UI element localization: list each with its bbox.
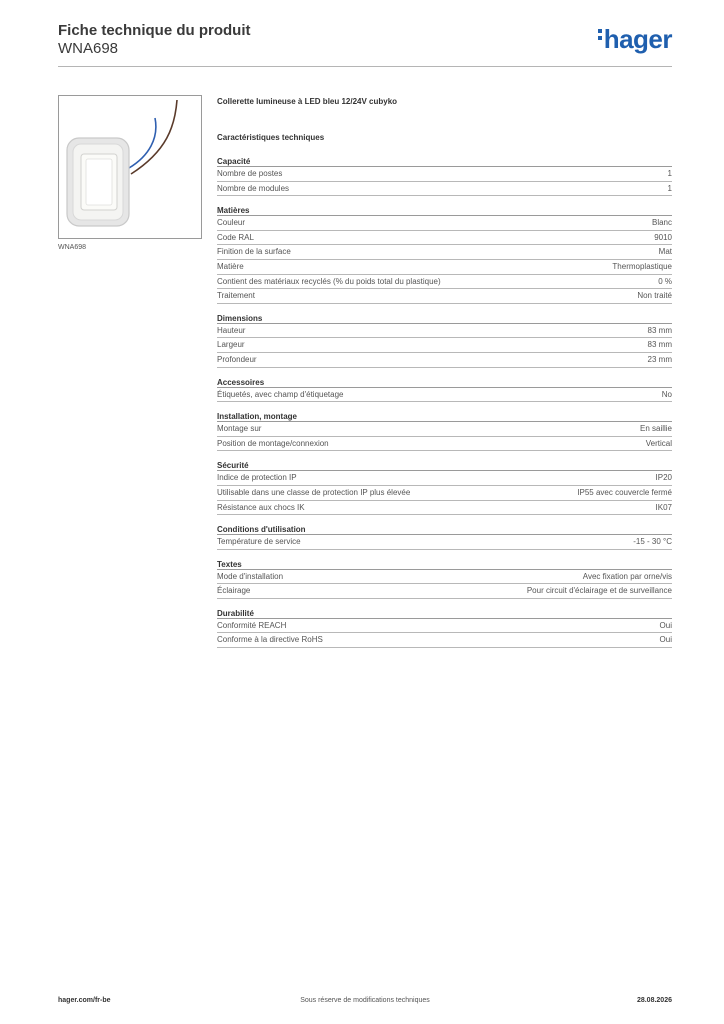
spec-label: Nombre de modules — [217, 183, 290, 193]
spec-label: Couleur — [217, 218, 246, 228]
spec-row — [217, 289, 672, 304]
spec-row — [217, 422, 672, 437]
spec-row — [217, 486, 672, 501]
spec-value: IP55 avec couvercle fermé — [577, 487, 672, 497]
spec-row — [217, 633, 672, 648]
section-title: Sécurité — [217, 460, 672, 471]
spec-value: Blanc — [651, 218, 672, 228]
logo-text: hager — [603, 24, 672, 54]
spec-label: Hauteur — [217, 325, 246, 335]
spec-label: Éclairage — [217, 586, 251, 596]
spec-label: Température de service — [217, 537, 301, 547]
spec-row — [217, 619, 672, 634]
spec-value: Vertical — [645, 438, 672, 448]
spec-label: Utilisable dans une classe de protection IP plus élevée — [217, 487, 411, 497]
spec-section — [217, 205, 672, 304]
logo-dots-icon — [598, 29, 602, 43]
spec-value: IP20 — [655, 473, 672, 483]
image-caption: WNA698 — [58, 244, 87, 251]
spec-section — [217, 313, 672, 368]
header-divider — [58, 66, 672, 67]
spec-section — [217, 460, 672, 515]
spec-value: IK07 — [655, 502, 672, 512]
spec-row — [217, 245, 672, 260]
spec-section — [217, 524, 672, 550]
spec-row — [217, 338, 672, 353]
product-name: Collerette lumineuse à LED bleu 12/24V cubyko — [217, 97, 398, 106]
spec-value: Pour circuit d'éclairage et de surveillance — [526, 586, 672, 596]
spec-value: En saillie — [639, 424, 672, 434]
spec-label: Profondeur — [217, 354, 257, 364]
spec-label: Contient des matériaux recyclés (% du poids total du plastique) — [217, 276, 441, 286]
spec-label: Nombre de postes — [217, 169, 283, 178]
technical-characteristics-heading: Caractéristiques techniques — [217, 133, 325, 142]
spec-value: 83 mm — [647, 340, 672, 350]
footer-date: 28.08.2026 — [636, 997, 672, 1004]
spec-section — [217, 608, 672, 648]
section-title: Textes — [217, 559, 672, 570]
spec-value: Oui — [659, 620, 672, 630]
spec-section — [217, 377, 672, 403]
spec-label: Code RAL — [217, 232, 254, 242]
spec-label: Résistance aux chocs IK — [217, 502, 305, 512]
spec-value: 83 mm — [647, 325, 672, 335]
spec-value: -15 - 30 °C — [633, 537, 672, 547]
spec-row — [217, 353, 672, 368]
spec-label: Conformité REACH — [217, 620, 287, 630]
footer-note: Sous réserve de modifications techniques — [300, 997, 430, 1004]
spec-row — [217, 231, 672, 246]
spec-value: 1 — [667, 183, 672, 193]
spec-row — [217, 260, 672, 275]
spec-row — [217, 471, 672, 486]
spec-label: Traitement — [217, 291, 255, 301]
section-title: Conditions d'utilisation — [217, 524, 672, 535]
spec-content — [217, 97, 672, 657]
spec-row — [217, 216, 672, 231]
product-reference: WNA698 — [58, 40, 119, 57]
product-image — [58, 95, 202, 239]
spec-row — [217, 388, 672, 403]
spec-value: 9010 — [654, 232, 672, 242]
spec-label: Montage sur — [217, 424, 262, 434]
spec-row — [217, 584, 672, 599]
spec-label: Matière — [217, 261, 244, 271]
page-footer — [58, 997, 672, 1009]
spec-row — [217, 167, 672, 182]
spec-row — [217, 182, 672, 197]
spec-value: No — [661, 389, 672, 399]
spec-row — [217, 570, 672, 585]
spec-value: 0 % — [658, 276, 672, 286]
spec-label: Largeur — [217, 340, 245, 350]
spec-value: Thermoplastique — [612, 261, 672, 271]
section-title: Accessoires — [217, 377, 672, 388]
spec-label: Étiquetés, avec champ d'étiquetage — [217, 389, 344, 399]
spec-value: 1 — [667, 169, 672, 178]
section-title: Capacité — [217, 156, 672, 167]
spec-label: Mode d'installation — [217, 571, 284, 581]
section-title: Dimensions — [217, 313, 672, 324]
spec-value: Avec fixation par orne/vis — [582, 571, 672, 581]
spec-label: Position de montage/connexion — [217, 438, 329, 448]
section-title: Durabilité — [217, 608, 672, 619]
spec-row — [217, 437, 672, 452]
spec-label: Conforme à la directive RoHS — [217, 635, 323, 645]
spec-value: Mat — [658, 247, 672, 257]
spec-section — [217, 411, 672, 451]
collar-product-illustration — [59, 96, 201, 238]
footer-website-link[interactable]: hager.com/fr-be — [58, 997, 111, 1004]
section-title: Installation, montage — [217, 411, 672, 422]
spec-row — [217, 501, 672, 516]
spec-row — [217, 535, 672, 550]
page-header — [58, 22, 672, 67]
spec-value: Non traité — [637, 291, 672, 301]
spec-label: Finition de la surface — [217, 247, 291, 257]
spec-row — [217, 275, 672, 290]
spec-sections — [217, 156, 672, 648]
spec-value: Oui — [659, 635, 672, 645]
hager-logo — [598, 25, 672, 53]
document-title: Fiche technique du produit — [58, 22, 251, 39]
section-title: Matières — [217, 205, 672, 216]
spec-section — [217, 156, 672, 196]
spec-row — [217, 324, 672, 339]
spec-section — [217, 559, 672, 599]
spec-label: Indice de protection IP — [217, 473, 297, 483]
spec-value: 23 mm — [647, 354, 672, 364]
